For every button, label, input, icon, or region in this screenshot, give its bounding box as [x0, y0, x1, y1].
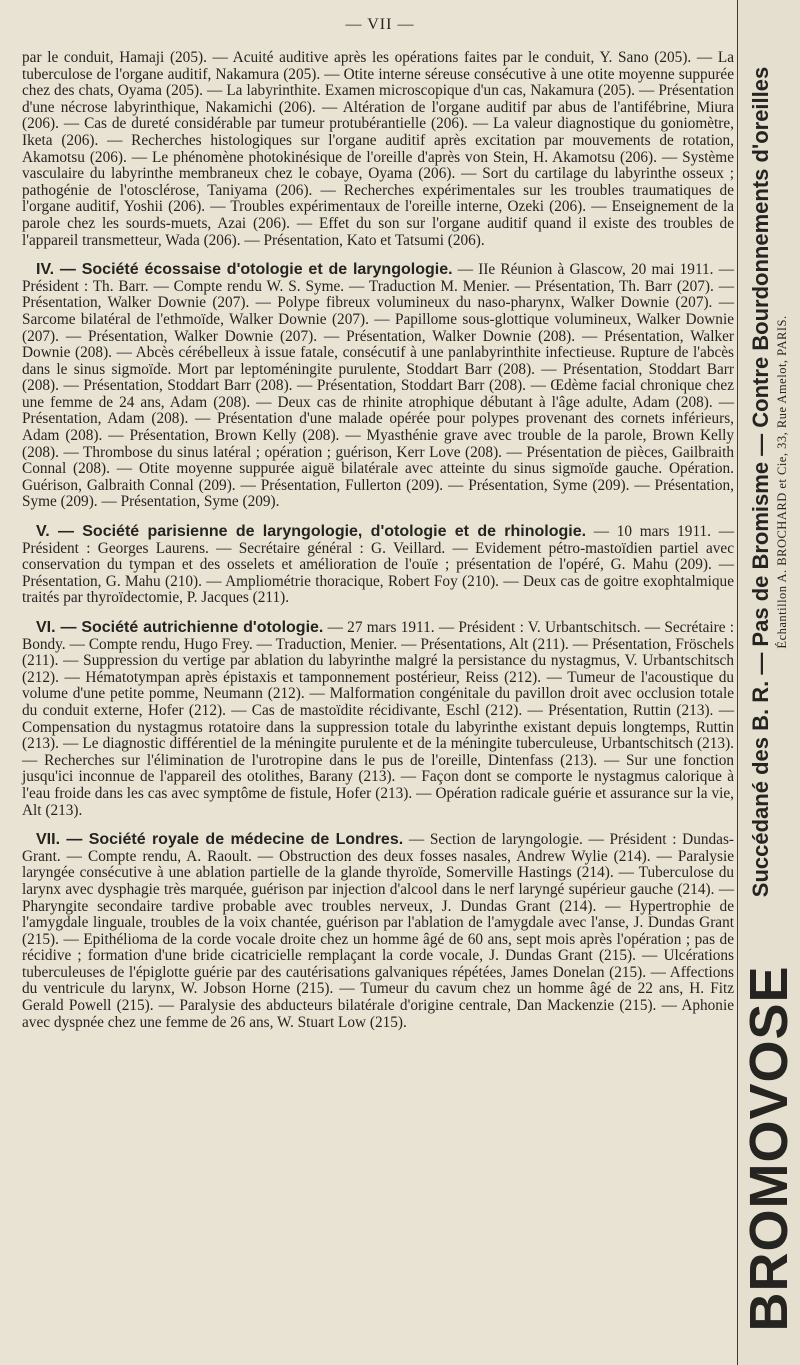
ad-brand: BROMOVOSE — [739, 964, 799, 1331]
contents-section-vi — [22, 620, 734, 819]
section-heading: VI. — Société autrichienne d'otologie. — [36, 619, 324, 636]
contents-section-vii — [22, 832, 734, 1031]
contents-section-japan-continued — [22, 50, 734, 249]
ad-lines — [748, 20, 790, 943]
section-heading: IV. — Société écossaise d'otologie et de laryngologie. — [36, 261, 453, 279]
section-text: — 27 mars 1911. — Président : V. Urbantschitsch. — Secrétaire : Bondy. — Compte rendu, Hugo Frey. — Traduction, Menier. — Présentations, Alt (211). — Présentation, Fröschels (211). — Suppression du vertige par ablation du labyrinthe malgré la persistance du nystagmus, V. Urbantschitsch (212). — Hématotympan après épistaxis et tamponnement postérieur, Reiss (212). — Tumeur de l'acoustique du volume d'une petite pomme, Neumann (212). — Malformation congénitale du pavillon droit avec occlusion totale du conduit externe, Hofer (212). — Cas de mastoïdite récidivante, Eschl (212). — Présentation, Ruttin (213). — Compensation du nystagmus rotatoire dans la suppression totale du labyrinthe existant depuis longtemps, Ruttin (213). — Le diagnostic différentiel de la méningite purulente et de la méningite tuberculeuse, Urbantschitsch (213). — Recherches sur l'élimination de l'urotropine dans le pus de l'oreille, Dintenfass (213). — Sur une fonction jusqu'ici inconnue de l'appareil des otolithes, Barany (213). — Façon dont se comporte le nystagmus calorique à l'eau froide dans les cas avec symptôme de fistule, Hofer (213). — Opération radicale guérie et assurance sur la vie, Alt (213). — [22, 619, 734, 819]
ad-printer-line: Échantillon A. BROCHARD et Cie, 33, Rue Amelot, PARIS. — [775, 314, 789, 649]
section-heading: VII. — Société royale de médecine de Londres. — [36, 831, 404, 849]
contents-section-iv — [22, 262, 734, 511]
section-heading: V. — Société parisienne de laryngologie, d'otologie et de rhinologie. — [36, 523, 587, 541]
sidebar-ad-rotated — [740, 20, 798, 1345]
table-of-contents-body — [22, 50, 734, 1044]
sidebar-advertisement — [737, 0, 800, 1365]
section-text: — 10 mars 1911. — Président : Georges Laurens. — Secrétaire général : G. Veillard. — Evidement pétro-mastoïdien partiel avec conservation du tympan et des osselets et amélioration de l'ouïe ; présentation de l'opéré, G. Mahu (209). — Présentation, G. Mahu (210). — Ampliométrie thoracique, Robert Foy (210). — Deux cas de goitre exophtalmique traités par thyroïdectomie, P. Jacques (211). — [22, 523, 734, 607]
contents-section-v — [22, 524, 734, 607]
section-text: — IIe Réunion à Glascow, 20 mai 1911. — Président : Th. Barr. — Compte rendu W. S. Syme. — Traduction M. Menier. — Présentation, Th. Barr (207). — Présentation, Walker Downie (207). — Polype fibreux volumineux du naso-pharynx, Walker Downie (207). — Sarcome bilatéral de l'ethmoïde, Walker Downie (207). — Papillome sous-glottique volumineux, Walker Downie (207). — Présentation, Walker Downie (207). — Présentation, Walker Downie (208). — Présentation, Walker Downie (208). — Abcès cérébelleux à issue fatale, consécutif à une panlabyrinthite infectieuse. Rupture de l'abcès dans le sinus sigmoïde. Mort par leptoméningite purulente, Stoddart Barr (208). — Présentation, Stoddart Barr (208). — Présentation, Stoddart Barr (208). — Présentation, Stoddart Barr (208). — Œdème facial chronique chez une femme de 24 ans, Adam (208). — Deux cas de rhinite atrophique débutant à l'âge adulte, Adam (208). — Présentation, Adam (208). — Présentation d'une malade opérée pour polypes provenant des cornets inférieurs, Adam (208). — Présentation, Brown Kelly (208). — Myasthénie grave avec trouble de la parole, Brown Kelly (208). — Thrombose du sinus latéral ; opération ; guérison, Kerr Love (208). — Présentation de pièces, Gailbraith Connal (208). — Otite moyenne suppurée aiguë bilatérale avec atteinte du sinus sigmoïde gauche. Opération. Guérison, Galbraith Connal (209). — Présentation, Fullerton (209). — Présentation, Syme (209). — Présentation, Syme (209). — Présentation, Syme (209). — [22, 261, 735, 511]
section-text: — Section de laryngologie. — Président : Dundas-Grant. — Compte rendu, A. Raoult. — Obstruction des deux fosses nasales, Andrew Wylie (214). — Paralysie laryngée consécutive à une ablation partielle de la glande thyroïde, Somerville Hastings (214). — Tuberculose du larynx avec dysphagie très marquée, guérison par injection d'alcool dans le nerf laryngé supérieur gauche (214). — Pharyngite secondaire tardive probable avec troubles nerveux, J. Dundas Grant (214). — Hypertrophie de l'amygdale linguale, troubles de la voix chantée, guérison par l'ablation de l'amygdale avec l'anse, J. Dundas Grant (215). — Epithélioma de la corde vocale droite chez un homme âgé de 60 ans, sept mois après l'opération ; pas de récidive ; formation d'une bride cicatricielle remplaçant la corde vocale, J. Dundas Grant (215). — Ulcérations tuberculeuses de l'épiglotte guérie par des cautérisations galvaniques répétées, James Donelan (215). — Affections du ventricule du larynx, W. Jobson Horne (215). — Tumeur du cavum chez un homme âgé de 22 ans, H. Fitz Gerald Powell (215). — Paralysie des abducteurs bilatérale d'origine centrale, Dan Mackenzie (215). — Aphonie avec dyspnée chez une femme de 26 ans, W. Stuart Low (215). — [22, 831, 734, 1031]
section-text: par le conduit, Hamaji (205). — Acuité auditive après les opérations faites par le conduit, Y. Sano (205). — La tuberculose de l'organe auditif, Nakamura (205). — Otite interne séreuse consécutive à une otite moyenne suppurée chez des chats, Oyama (205). — La labyrinthite. Examen microscopique d'un cas, Nakamura (205). — Présentation d'une nécrose labyrinthique, Nakamichi (206). — Altération de l'organe auditif par abus de l'antifébrine, Miura (206). — Cas de dureté considérable par tumeur protubérantielle (206). — La valeur diagnostique du goniomètre, Iketa (206). — Recherches histologiques sur l'organe auditif après excitation par mouvements de rotation, Akamotsu (206). — Le phénomène photokinésique de l'oreille d'après von Stein, H. Akamotsu (206). — Système vasculaire du labyrinthe membraneux chez le cobaye, Oyama (206). — Sort du cartilage du labyrinthe osseux ; pathogénie de l'otosclérose, Taniyama (206). — Recherches expérimentales sur les troubles traumatiques de l'organe auditif, Yoshii (206). — Troubles expérimentaux de l'oreille interne, Ozeki (206). — Enseignement de la parole chez les sourds-muets, Azai (206). — Effet du son sur l'organe auditif quand il existe des troubles de l'appareil transmetteur, Wada (206). — Présentation, Kato et Tatsumi (206). — [22, 49, 734, 249]
page-number: — VII — — [345, 16, 415, 33]
ad-tagline: Succédané des B. R. — Pas de Bromisme — Contre Bourdonnements d'oreilles — [748, 66, 773, 897]
